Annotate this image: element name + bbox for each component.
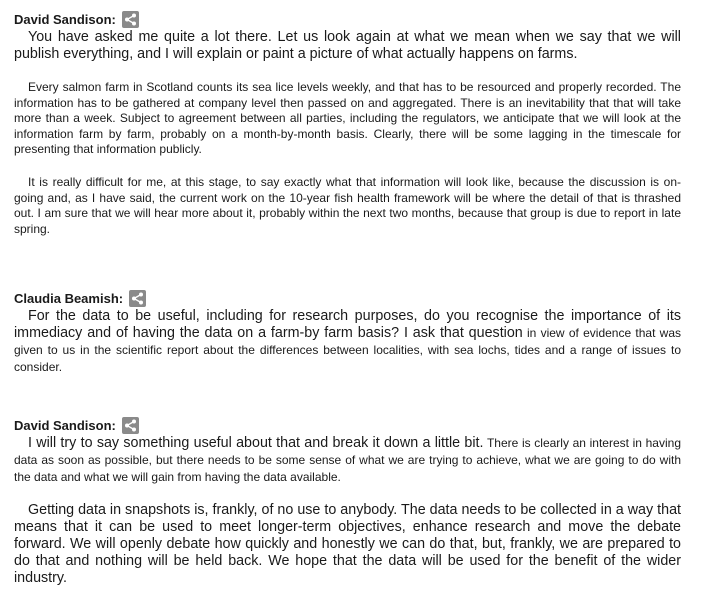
paragraph-large-text: I will try to say something useful about that and break it down a little bit. [28, 435, 484, 451]
share-icon[interactable] [122, 417, 139, 434]
speaker-name: David Sandison: [14, 417, 116, 433]
paragraph [14, 308, 681, 376]
paragraph-large-text: For the data to be useful, including for research purposes, do you recognise the importance of its immediacy and of having the data on a farm-by farm basis? I ask that question [14, 308, 681, 341]
paragraph [14, 435, 681, 486]
speech-block [14, 415, 681, 587]
speaker-line [14, 415, 681, 435]
speech-block [14, 9, 681, 237]
speaker-name: David Sandison: [14, 11, 116, 27]
share-icon[interactable] [129, 290, 146, 307]
paragraph: Every salmon farm in Scotland counts its sea lice levels weekly, and that has to be resourced and properly recorded. The information has to be gathered at company level then passed on and aggregated. There is an inevitability that that will take more than a week. Subject to agreement between all parties, including the regulators, we anticipate that we will look at the information farm by farm, probably on a month-by-month basis. Clearly, there will be some lagging in the timescale for presenting that information publicly. [14, 80, 681, 157]
paragraph: You have asked me quite a lot there. Let us look again at what we mean when we say that we will publish everything, and I will explain or paint a picture of what actually happens on farms. [14, 29, 681, 62]
speaker-name: Claudia Beamish: [14, 290, 124, 306]
paragraph: Getting data in snapshots is, frankly, of no use to anybody. The data needs to be collected in a way that means that it can be used to meet longer-term objectives, enhance research and move the debate forward. We will openly debate how quickly and honestly we can do that, but, frankly, we are prepared to do that and nothing will be held back. We hope that the data will be used for the benefit of the wider industry. [14, 502, 681, 586]
share-icon[interactable] [122, 11, 139, 28]
speaker-line [14, 9, 681, 29]
paragraph-small-text: There is clearly an interest in having data as soon as possible, but there needs to be some sense of what we are trying to achieve, what we are going to do with the data and what we will gain from having the data available. [14, 436, 681, 484]
paragraph: It is really difficult for me, at this stage, to say exactly what that information will look like, because the discussion is on-going and, as I have said, the current work on the 10-year fish health framework will be where the detail of that is thrashed out. I am sure that we will hear more about it, probably within the next two months, because that group is due to report in late spring. [14, 174, 681, 236]
paragraph-small-text: in view of evidence that was given to us in the scientific report about the differences between localities, with sea lochs, tides and a range of issues to consider. [14, 326, 682, 374]
speech-block [14, 288, 681, 376]
speaker-line [14, 288, 681, 308]
